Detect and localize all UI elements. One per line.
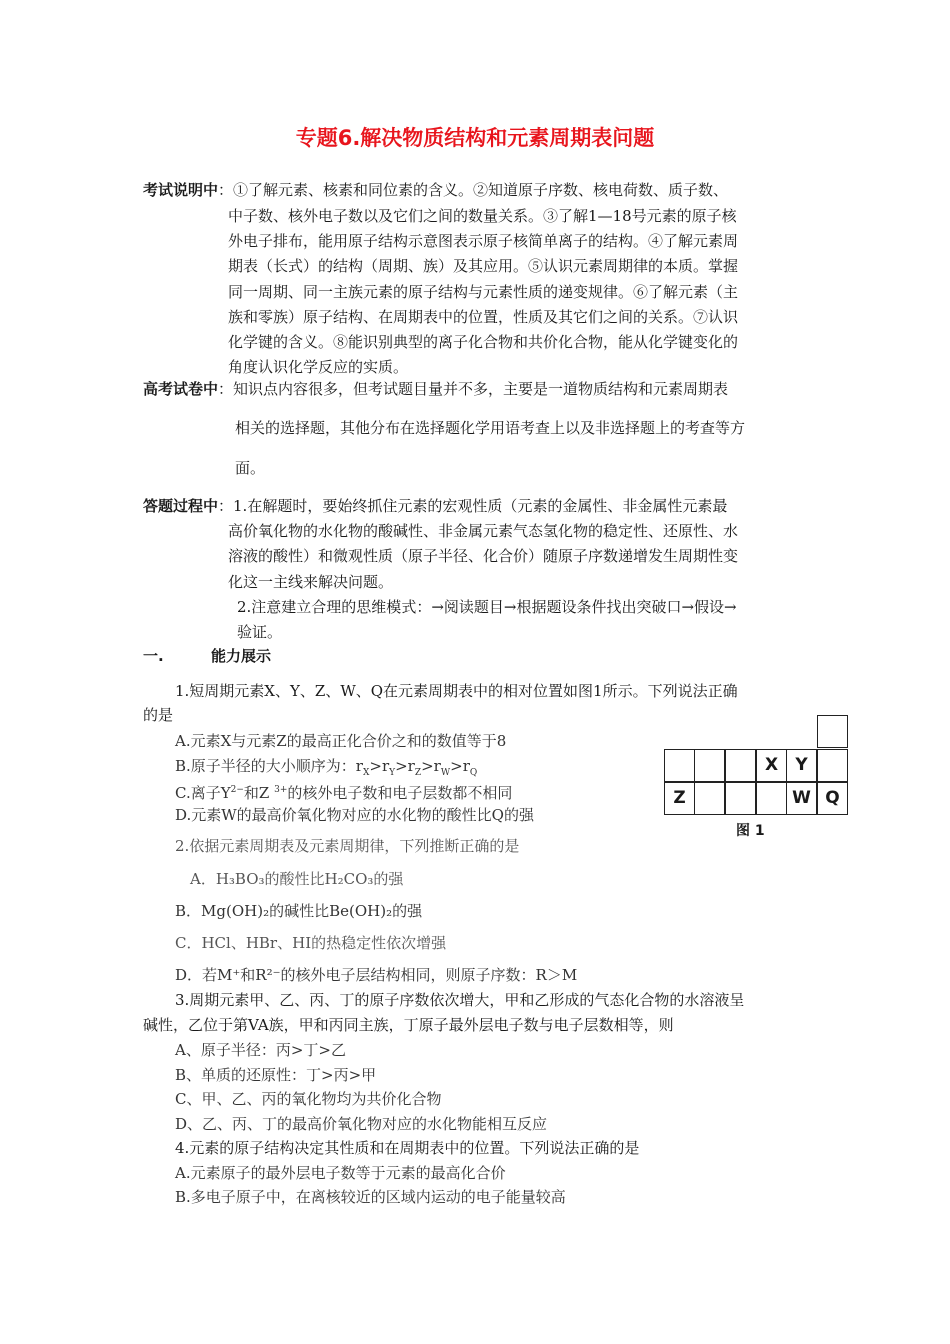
pt-cell-empty [694,749,725,782]
q3-option-b: B、单质的还原性：丁>丙>甲 [175,1066,377,1084]
q2-option-a: A．H₃BO₃的酸性比H₂CO₃的强 [190,870,404,888]
pt-cell-x: X [756,749,787,782]
pt-cell-z: Z [664,782,695,815]
q2-stem: 2.依据元素周期表及元素周期律，下列推断正确的是 [175,837,520,855]
pt-cell-empty [817,715,848,748]
exam-desc-first-line: 考试说明中：①了解元素、核素和同位素的含义。②知道原子序数、核电荷数、质子数、 [143,181,729,199]
exam-desc-line: 期表（长式）的结构（周期、族）及其应用。⑤认识元素周期律的本质。掌握 [228,257,739,275]
pt-cell-empty [817,749,848,782]
gaokao-first-line: 高考试卷中：知识点内容很多，但考试题目量并不多，主要是一道物质结构和元素周期表 [143,380,729,398]
pt-cell-q: Q [817,782,848,815]
exam-desc-line: 族和零族）原子结构、在周期表中的位置，性质及其它们之间的关系。⑦认识 [228,308,739,326]
answering-line: 溶液的酸性）和微观性质（原子半径、化合价）随原子序数递增发生周期性变 [228,547,739,565]
pt-cell-empty [664,749,695,782]
q4-option-b: B.多电子原子中，在离核较近的区域内运动的电子能量较高 [175,1188,566,1206]
pt-cell-y: Y [786,749,817,782]
pt-cell-empty [725,782,756,815]
answering-line: 高价氧化物的水化物的酸碱性、非金属元素气态氢化物的稳定性、还原性、水 [228,522,739,540]
q3-stem: 3.周期元素甲、乙、丙、丁的原子序数依次增大，甲和乙形成的气态化合物的水溶液呈 [175,991,745,1009]
q1-option-d: D.元素W的最高价氧化物对应的水化物的酸性比Q的强 [175,806,534,824]
q2-option-b: B．Mg(OH)₂的碱性比Be(OH)₂的强 [175,902,423,920]
q4-option-a: A.元素原子的最外层电子数等于元素的最高化合价 [175,1164,506,1182]
pt-cell-empty [756,782,787,815]
q3-option-a: A、原子半径：丙>丁>乙 [175,1041,346,1059]
q3-stem-cont: 碱性，乙位于第VA族，甲和丙同主族，丁原子最外层电子数与电子层数相等，则 [143,1016,674,1034]
answering-line: 化这一主线来解决问题。 [228,573,394,591]
page-title: 专题6.解决物质结构和元素周期表问题 [295,126,655,150]
exam-desc-line: 同一周期、同一主族元素的原子结构与元素性质的递变规律。⑥了解元素（主 [228,283,739,301]
exam-desc-line: 外电子排布，能用原子结构示意图表示原子核简单离子的结构。④了解元素周 [228,232,739,250]
q2-option-d: D．若M⁺和R²⁻的核外电子层结构相同，则原子序数：R＞M [175,966,578,984]
section-label: 能力展示 [211,647,272,665]
q2-option-c: C．HCl、HBr、HI的热稳定性依次增强 [175,934,447,952]
answering-line: 验证。 [237,623,283,641]
pt-cell-w: W [786,782,817,815]
gaokao-heading: 高考试卷中 [143,380,219,398]
q3-option-d: D、乙、丙、丁的最高价氧化物对应的水化物能相互反应 [175,1115,548,1133]
q1-stem: 1.短周期元素X、Y、Z、W、Q在元素周期表中的相对位置如图1所示。下列说法正确 [175,682,738,700]
gaokao-line: 相关的选择题，其他分布在选择题化学用语考查上以及非选择题上的考查等方 [235,419,746,437]
periodic-table-figure [664,715,848,840]
answering-heading: 答题过程中 [143,497,219,515]
answering-line: 2.注意建立合理的思维模式：→阅读题目→根据题设条件找出突破口→假设→ [237,598,737,616]
answering-first-line: 答题过程中：1.在解题时，要始终抓住元素的宏观性质（元素的金属性、非金属性元素最 [143,497,728,515]
q3-option-c: C、甲、乙、丙的氧化物均为共价化合物 [175,1090,442,1108]
pt-cell-empty [694,782,725,815]
exam-desc-line: 角度认识化学反应的实质。 [228,358,409,376]
q1-stem-cont: 的是 [143,706,174,724]
gaokao-line: 面。 [235,459,266,477]
q1-option-c: C.离子$Y^{2-}$和Z $^{3+}$的核外电子数和电子层数都不相同 [175,784,513,802]
pt-cell-empty [725,749,756,782]
figure-caption: 图 1 [736,823,765,839]
section-number: 一. [143,647,164,665]
q1-option-a: A.元素X与元素Z的最高正化合价之和的数值等于8 [175,732,507,750]
exam-desc-line: 化学键的含义。⑧能识别典型的离子化合物和共价化合物，能从化学键变化的 [228,333,739,351]
exam-desc-heading: 考试说明中 [143,181,219,199]
exam-desc-line: 中子数、核外电子数以及它们之间的数量关系。③了解1—18号元素的原子核 [228,207,737,225]
q1-option-b: B.原子半径的大小顺序为：$r_X>r_Y>r_Z>r_W>r_Q$ [175,757,478,778]
q4-stem: 4.元素的原子结构决定其性质和在周期表中的位置。下列说法正确的是 [175,1139,640,1157]
